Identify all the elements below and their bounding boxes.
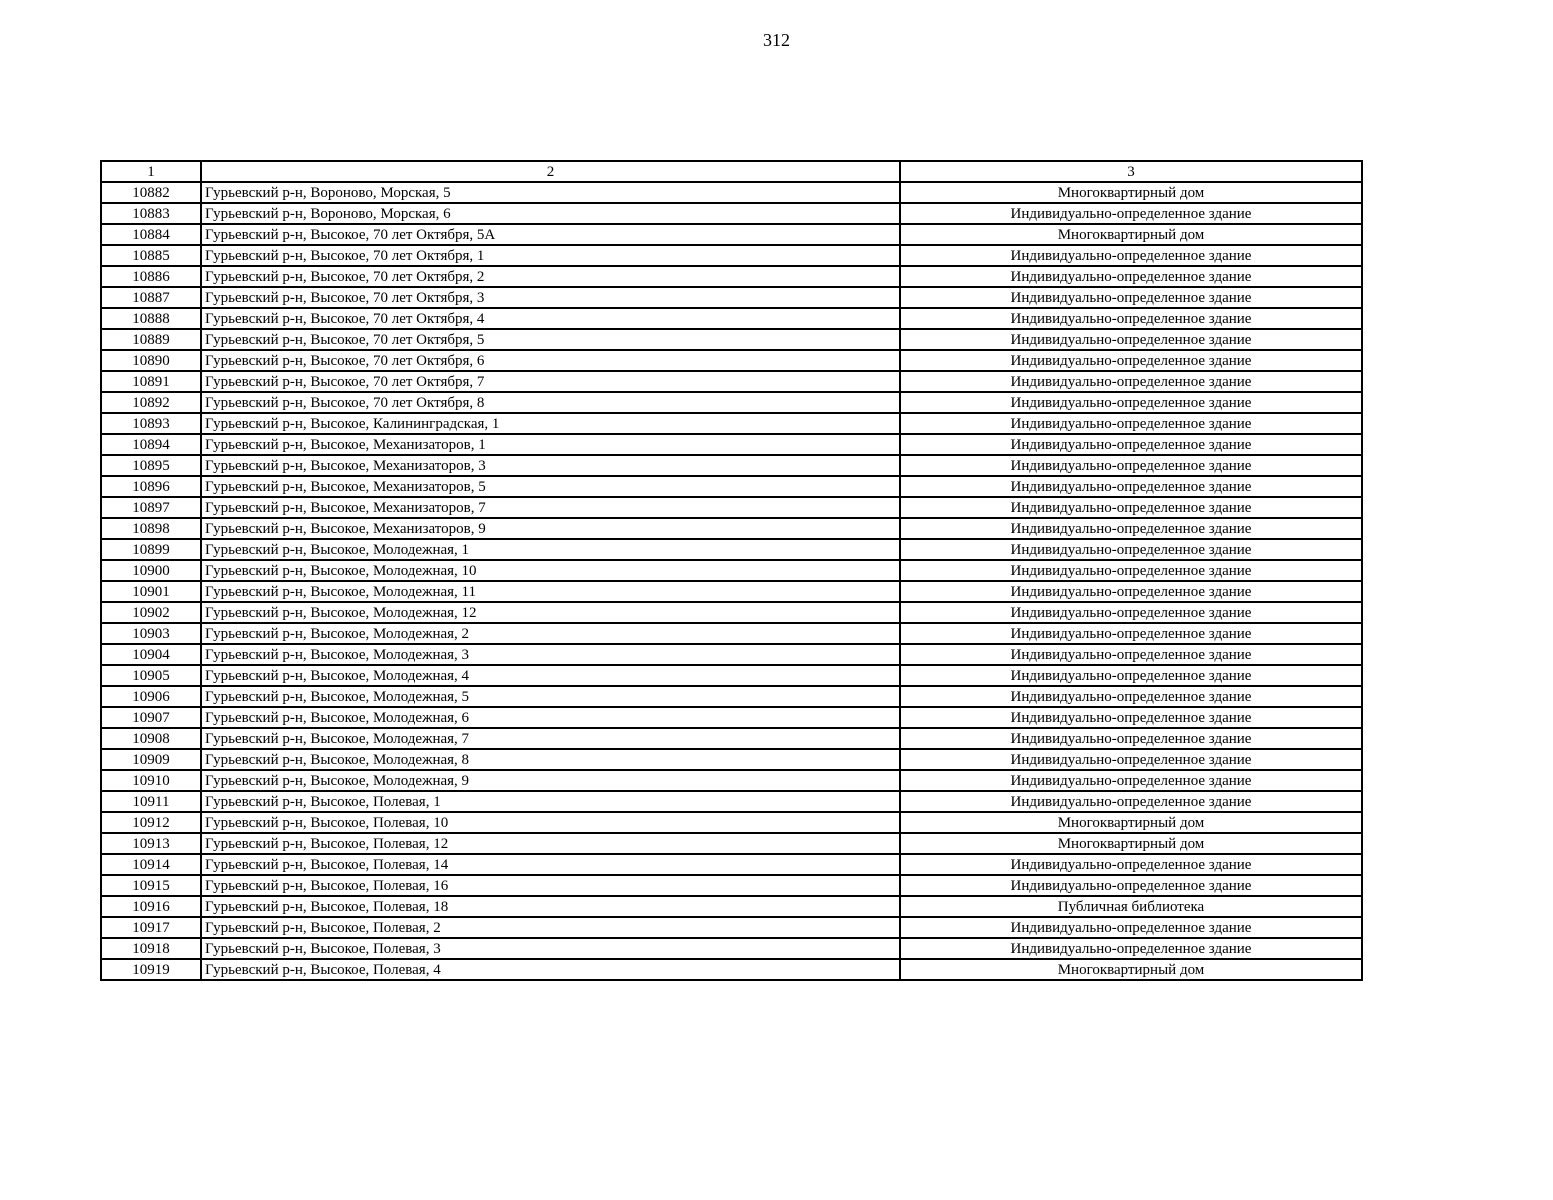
table-row bbox=[101, 581, 1362, 602]
building-type-cell: Индивидуально-определенное здание bbox=[900, 476, 1362, 497]
address-cell: Гурьевский р-н, Высокое, Калининградская, 1 bbox=[201, 413, 900, 434]
row-number-cell: 10895 bbox=[101, 455, 201, 476]
table-row bbox=[101, 182, 1362, 203]
building-type-cell: Индивидуально-определенное здание bbox=[900, 770, 1362, 791]
row-number-cell: 10919 bbox=[101, 959, 201, 980]
building-type-cell: Индивидуально-определенное здание bbox=[900, 602, 1362, 623]
table-row bbox=[101, 476, 1362, 497]
table-row bbox=[101, 896, 1362, 917]
building-type-cell: Индивидуально-определенное здание bbox=[900, 497, 1362, 518]
building-type-cell: Многоквартирный дом bbox=[900, 833, 1362, 854]
row-number-cell: 10905 bbox=[101, 665, 201, 686]
table-row bbox=[101, 791, 1362, 812]
table-row bbox=[101, 518, 1362, 539]
building-type-cell: Индивидуально-определенное здание bbox=[900, 308, 1362, 329]
table-row bbox=[101, 833, 1362, 854]
table-row bbox=[101, 203, 1362, 224]
address-cell: Гурьевский р-н, Высокое, Механизаторов, 3 bbox=[201, 455, 900, 476]
building-type-cell: Многоквартирный дом bbox=[900, 959, 1362, 980]
registry-table bbox=[100, 160, 1363, 981]
table-row bbox=[101, 266, 1362, 287]
building-type-cell: Индивидуально-определенное здание bbox=[900, 245, 1362, 266]
address-cell: Гурьевский р-н, Высокое, Полевая, 14 bbox=[201, 854, 900, 875]
table-row bbox=[101, 665, 1362, 686]
building-type-cell: Индивидуально-определенное здание bbox=[900, 791, 1362, 812]
address-cell: Гурьевский р-н, Высокое, Полевая, 18 bbox=[201, 896, 900, 917]
address-cell: Гурьевский р-н, Вороново, Морская, 6 bbox=[201, 203, 900, 224]
row-number-cell: 10908 bbox=[101, 728, 201, 749]
row-number-cell: 10883 bbox=[101, 203, 201, 224]
address-cell: Гурьевский р-н, Высокое, Молодежная, 11 bbox=[201, 581, 900, 602]
column-header-number: 1 bbox=[101, 161, 201, 182]
building-type-cell: Индивидуально-определенное здание bbox=[900, 728, 1362, 749]
building-type-cell: Индивидуально-определенное здание bbox=[900, 917, 1362, 938]
table-row bbox=[101, 455, 1362, 476]
row-number-cell: 10918 bbox=[101, 938, 201, 959]
building-type-cell: Индивидуально-определенное здание bbox=[900, 875, 1362, 896]
building-type-cell: Индивидуально-определенное здание bbox=[900, 371, 1362, 392]
building-type-cell: Многоквартирный дом bbox=[900, 224, 1362, 245]
table-row bbox=[101, 707, 1362, 728]
row-number-cell: 10891 bbox=[101, 371, 201, 392]
row-number-cell: 10910 bbox=[101, 770, 201, 791]
table-row bbox=[101, 287, 1362, 308]
address-cell: Гурьевский р-н, Высокое, 70 лет Октября, 3 bbox=[201, 287, 900, 308]
row-number-cell: 10916 bbox=[101, 896, 201, 917]
address-cell: Гурьевский р-н, Высокое, Молодежная, 9 bbox=[201, 770, 900, 791]
building-type-cell: Индивидуально-определенное здание bbox=[900, 203, 1362, 224]
row-number-cell: 10894 bbox=[101, 434, 201, 455]
address-cell: Гурьевский р-н, Высокое, Молодежная, 3 bbox=[201, 644, 900, 665]
table-header-row bbox=[101, 161, 1362, 182]
address-cell: Гурьевский р-н, Высокое, 70 лет Октября, 1 bbox=[201, 245, 900, 266]
row-number-cell: 10903 bbox=[101, 623, 201, 644]
row-number-cell: 10906 bbox=[101, 686, 201, 707]
address-cell: Гурьевский р-н, Высокое, Механизаторов, 1 bbox=[201, 434, 900, 455]
row-number-cell: 10911 bbox=[101, 791, 201, 812]
building-type-cell: Индивидуально-определенное здание bbox=[900, 434, 1362, 455]
table-row bbox=[101, 560, 1362, 581]
building-type-cell: Индивидуально-определенное здание bbox=[900, 560, 1362, 581]
row-number-cell: 10899 bbox=[101, 539, 201, 560]
table-row bbox=[101, 728, 1362, 749]
address-cell: Гурьевский р-н, Высокое, Молодежная, 1 bbox=[201, 539, 900, 560]
row-number-cell: 10896 bbox=[101, 476, 201, 497]
table-row bbox=[101, 623, 1362, 644]
building-type-cell: Индивидуально-определенное здание bbox=[900, 665, 1362, 686]
table-row bbox=[101, 308, 1362, 329]
table-row bbox=[101, 854, 1362, 875]
building-type-cell: Индивидуально-определенное здание bbox=[900, 854, 1362, 875]
building-type-cell: Индивидуально-определенное здание bbox=[900, 455, 1362, 476]
row-number-cell: 10889 bbox=[101, 329, 201, 350]
address-cell: Гурьевский р-н, Высокое, 70 лет Октября, 5А bbox=[201, 224, 900, 245]
table-row bbox=[101, 539, 1362, 560]
row-number-cell: 10914 bbox=[101, 854, 201, 875]
address-cell: Гурьевский р-н, Высокое, Полевая, 1 bbox=[201, 791, 900, 812]
table-row bbox=[101, 812, 1362, 833]
row-number-cell: 10900 bbox=[101, 560, 201, 581]
address-cell: Гурьевский р-н, Высокое, Молодежная, 10 bbox=[201, 560, 900, 581]
address-cell: Гурьевский р-н, Высокое, 70 лет Октября, 6 bbox=[201, 350, 900, 371]
row-number-cell: 10890 bbox=[101, 350, 201, 371]
row-number-cell: 10901 bbox=[101, 581, 201, 602]
table-row bbox=[101, 434, 1362, 455]
row-number-cell: 10913 bbox=[101, 833, 201, 854]
address-cell: Гурьевский р-н, Высокое, 70 лет Октября, 5 bbox=[201, 329, 900, 350]
table-row bbox=[101, 875, 1362, 896]
address-cell: Гурьевский р-н, Высокое, Полевая, 16 bbox=[201, 875, 900, 896]
column-header-type: 3 bbox=[900, 161, 1362, 182]
building-type-cell: Индивидуально-определенное здание bbox=[900, 413, 1362, 434]
column-header-address: 2 bbox=[201, 161, 900, 182]
building-type-cell: Индивидуально-определенное здание bbox=[900, 581, 1362, 602]
row-number-cell: 10886 bbox=[101, 266, 201, 287]
row-number-cell: 10888 bbox=[101, 308, 201, 329]
address-cell: Гурьевский р-н, Высокое, Полевая, 4 bbox=[201, 959, 900, 980]
address-cell: Гурьевский р-н, Высокое, 70 лет Октября, 8 bbox=[201, 392, 900, 413]
address-cell: Гурьевский р-н, Высокое, Полевая, 2 bbox=[201, 917, 900, 938]
building-type-cell: Индивидуально-определенное здание bbox=[900, 707, 1362, 728]
building-type-cell: Индивидуально-определенное здание bbox=[900, 749, 1362, 770]
address-cell: Гурьевский р-н, Высокое, 70 лет Октября, 4 bbox=[201, 308, 900, 329]
table-row bbox=[101, 497, 1362, 518]
address-cell: Гурьевский р-н, Высокое, Молодежная, 4 bbox=[201, 665, 900, 686]
address-cell: Гурьевский р-н, Высокое, Механизаторов, 9 bbox=[201, 518, 900, 539]
address-cell: Гурьевский р-н, Высокое, Молодежная, 6 bbox=[201, 707, 900, 728]
building-type-cell: Индивидуально-определенное здание bbox=[900, 644, 1362, 665]
row-number-cell: 10909 bbox=[101, 749, 201, 770]
row-number-cell: 10897 bbox=[101, 497, 201, 518]
building-type-cell: Многоквартирный дом bbox=[900, 182, 1362, 203]
building-type-cell: Индивидуально-определенное здание bbox=[900, 350, 1362, 371]
address-cell: Гурьевский р-н, Высокое, 70 лет Октября, 2 bbox=[201, 266, 900, 287]
building-type-cell: Индивидуально-определенное здание bbox=[900, 329, 1362, 350]
row-number-cell: 10882 bbox=[101, 182, 201, 203]
address-cell: Гурьевский р-н, Высокое, 70 лет Октября, 7 bbox=[201, 371, 900, 392]
address-cell: Гурьевский р-н, Высокое, Механизаторов, 5 bbox=[201, 476, 900, 497]
address-cell: Гурьевский р-н, Высокое, Полевая, 10 bbox=[201, 812, 900, 833]
row-number-cell: 10902 bbox=[101, 602, 201, 623]
table-row bbox=[101, 959, 1362, 980]
table-row bbox=[101, 329, 1362, 350]
row-number-cell: 10898 bbox=[101, 518, 201, 539]
row-number-cell: 10884 bbox=[101, 224, 201, 245]
row-number-cell: 10887 bbox=[101, 287, 201, 308]
row-number-cell: 10915 bbox=[101, 875, 201, 896]
address-cell: Гурьевский р-н, Вороново, Морская, 5 bbox=[201, 182, 900, 203]
building-type-cell: Индивидуально-определенное здание bbox=[900, 266, 1362, 287]
row-number-cell: 10917 bbox=[101, 917, 201, 938]
row-number-cell: 10892 bbox=[101, 392, 201, 413]
address-cell: Гурьевский р-н, Высокое, Молодежная, 5 bbox=[201, 686, 900, 707]
building-type-cell: Индивидуально-определенное здание bbox=[900, 623, 1362, 644]
building-type-cell: Индивидуально-определенное здание bbox=[900, 392, 1362, 413]
table-row bbox=[101, 602, 1362, 623]
address-cell: Гурьевский р-н, Высокое, Молодежная, 12 bbox=[201, 602, 900, 623]
table-row bbox=[101, 245, 1362, 266]
building-type-cell: Индивидуально-определенное здание bbox=[900, 686, 1362, 707]
building-type-cell: Индивидуально-определенное здание bbox=[900, 518, 1362, 539]
table-row bbox=[101, 686, 1362, 707]
building-type-cell: Многоквартирный дом bbox=[900, 812, 1362, 833]
table-row bbox=[101, 917, 1362, 938]
table-row bbox=[101, 392, 1362, 413]
address-cell: Гурьевский р-н, Высокое, Полевая, 12 bbox=[201, 833, 900, 854]
address-cell: Гурьевский р-н, Высокое, Молодежная, 2 bbox=[201, 623, 900, 644]
address-cell: Гурьевский р-н, Высокое, Молодежная, 8 bbox=[201, 749, 900, 770]
building-type-cell: Индивидуально-определенное здание bbox=[900, 539, 1362, 560]
page-number: 312 bbox=[763, 30, 790, 50]
row-number-cell: 10885 bbox=[101, 245, 201, 266]
row-number-cell: 10912 bbox=[101, 812, 201, 833]
building-type-cell: Публичная библиотека bbox=[900, 896, 1362, 917]
table-row bbox=[101, 413, 1362, 434]
address-cell: Гурьевский р-н, Высокое, Молодежная, 7 bbox=[201, 728, 900, 749]
address-cell: Гурьевский р-н, Высокое, Полевая, 3 bbox=[201, 938, 900, 959]
table-body bbox=[101, 182, 1362, 980]
table-row bbox=[101, 938, 1362, 959]
table-row bbox=[101, 770, 1362, 791]
row-number-cell: 10907 bbox=[101, 707, 201, 728]
row-number-cell: 10904 bbox=[101, 644, 201, 665]
table-row bbox=[101, 224, 1362, 245]
table-row bbox=[101, 350, 1362, 371]
row-number-cell: 10893 bbox=[101, 413, 201, 434]
address-cell: Гурьевский р-н, Высокое, Механизаторов, 7 bbox=[201, 497, 900, 518]
table-row bbox=[101, 644, 1362, 665]
building-type-cell: Индивидуально-определенное здание bbox=[900, 938, 1362, 959]
table-row bbox=[101, 749, 1362, 770]
table-row bbox=[101, 371, 1362, 392]
building-type-cell: Индивидуально-определенное здание bbox=[900, 287, 1362, 308]
